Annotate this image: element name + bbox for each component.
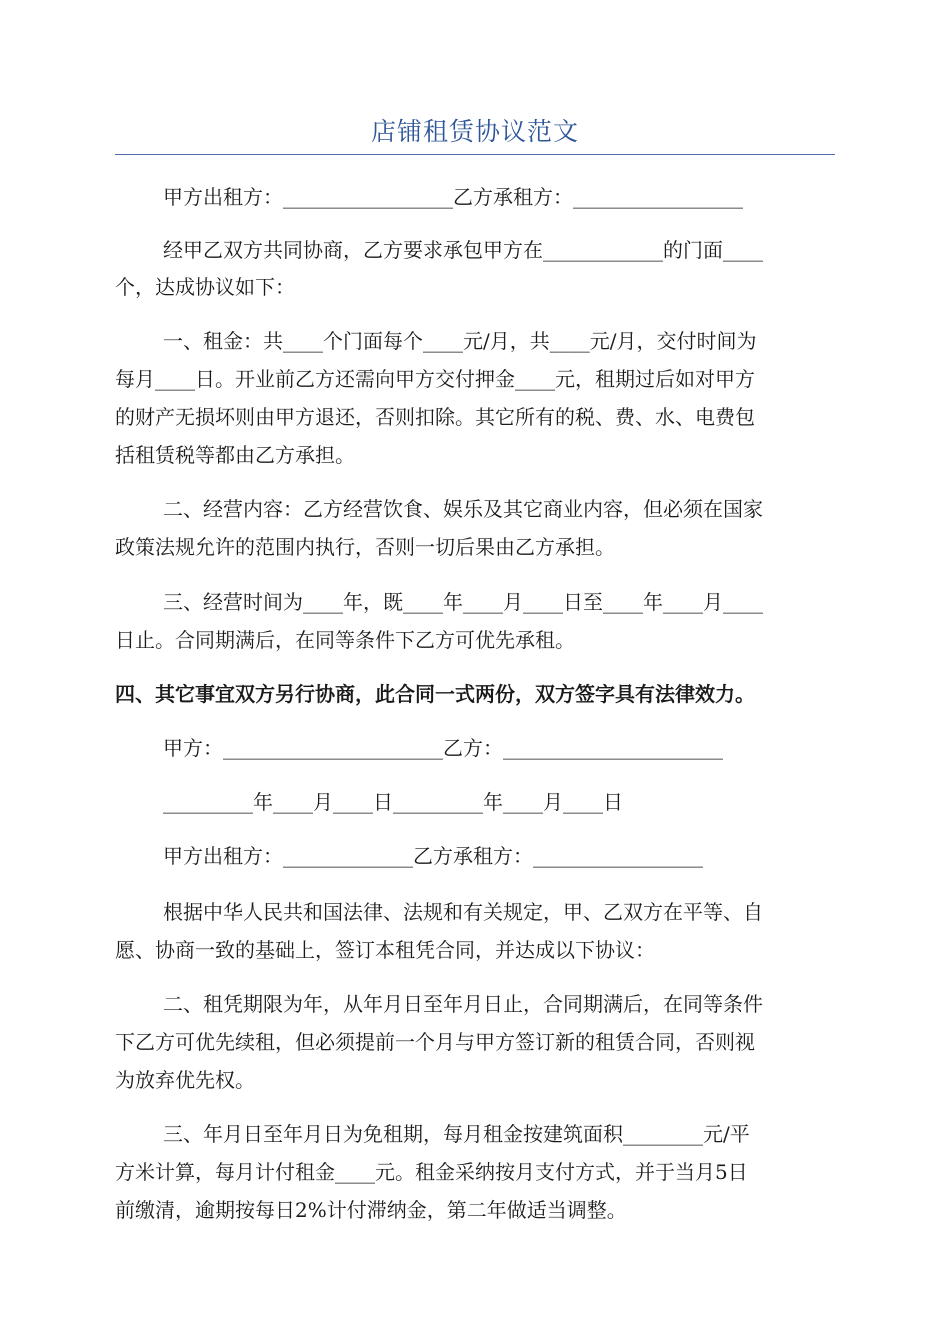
paragraph-line: 前缴清，逾期按每日2%计付滞纳金，第二年做适当调整。	[115, 1198, 627, 1222]
paragraph-line: 二、经营内容：乙方经营饮食、娱乐及其它商业内容，但必须在国家	[163, 497, 763, 521]
signature-line: 甲方：______________________乙方：______________________	[163, 736, 723, 760]
paragraph-line: 日止。合同期满后，在同等条件下乙方可优先承租。	[115, 628, 575, 652]
date-line: _________年____月____日_________年____月____日	[163, 790, 623, 814]
title-underline	[115, 154, 835, 155]
paragraph-line: 三、年月日至年月日为免租期，每月租金按建筑面积________元/平	[163, 1122, 750, 1146]
parties-line: 甲方出租方：_________________乙方承租方：_________________	[163, 185, 743, 209]
paragraph-line: 个，达成协议如下：	[115, 275, 295, 299]
paragraph-line: 愿、协商一致的基础上，签订本租凭合同，并达成以下协议：	[115, 938, 655, 962]
paragraph-line: 为放弃优先权。	[115, 1068, 255, 1092]
bold-clause-line: 四、其它事宜双方另行协商，此合同一式两份，双方签字具有法律效力。	[115, 682, 755, 706]
paragraph-line: 三、经营时间为____年，既____年____月____日至____年____月____	[163, 590, 763, 614]
paragraph-line: 方米计算，每月计付租金____元。租金采纳按月支付方式，并于当月5日	[115, 1160, 748, 1184]
paragraph-line: 二、租凭期限为年，从年月日至年月日止，合同期满后，在同等条件	[163, 992, 763, 1016]
document-title: 店铺租赁协议范文	[370, 117, 579, 146]
paragraph-line: 根据中华人民共和国法律、法规和有关规定，甲、乙双方在平等、自	[163, 900, 763, 924]
paragraph-line: 政策法规允许的范围内执行，否则一切后果由乙方承担。	[115, 535, 615, 559]
paragraph-line: 经甲乙双方共同协商，乙方要求承包甲方在____________的门面____	[163, 238, 763, 262]
paragraph-line: 括租赁税等都由乙方承担。	[115, 443, 355, 467]
paragraph-line: 下乙方可优先续租，但必须提前一个月与甲方签订新的租赁合同，否则视	[115, 1030, 755, 1054]
paragraph-line: 每月____日。开业前乙方还需向甲方交付押金____元，租期过后如对甲方	[115, 367, 755, 391]
paragraph-line: 一、租金：共____个门面每个____元/月，共____元/月，交付时间为	[163, 329, 757, 353]
parties-line: 甲方出租方：_____________乙方承租方：_________________	[163, 844, 703, 868]
paragraph-line: 的财产无损坏则由甲方退还，否则扣除。其它所有的税、费、水、电费包	[115, 405, 755, 429]
